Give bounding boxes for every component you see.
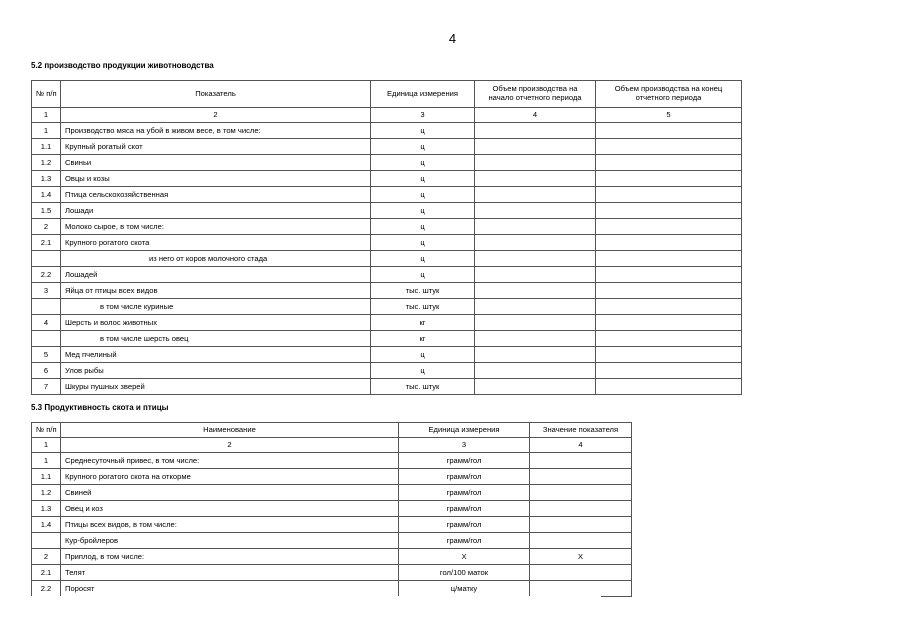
table-row — [32, 549, 632, 565]
unit-cell: ц — [371, 187, 475, 203]
table-row — [32, 235, 742, 251]
table-row — [32, 485, 632, 501]
start-volume-cell — [475, 283, 596, 299]
end-volume-cell — [596, 219, 742, 235]
table-row — [32, 123, 742, 139]
unit-cell: ц — [371, 203, 475, 219]
value-cell — [530, 485, 632, 501]
unit-cell: ц — [371, 219, 475, 235]
unit-cell: кг — [371, 315, 475, 331]
column-number: 3 — [399, 438, 530, 453]
start-volume-cell — [475, 251, 596, 267]
name-cell: Приплод, в том числе: — [61, 549, 399, 565]
unit-cell: Х — [399, 549, 530, 565]
name-cell: Свиней — [61, 485, 399, 501]
value-cell — [530, 501, 632, 517]
value-cell — [530, 453, 632, 469]
start-volume-cell — [475, 267, 596, 283]
indicator-cell: Овцы и козы — [61, 171, 371, 187]
header-cell: Значение показателя — [530, 423, 632, 438]
value-cell — [530, 565, 632, 581]
row-number-cell: 4 — [32, 315, 61, 331]
indicator-cell: в том числе куриные — [61, 299, 371, 315]
row-number-cell: 1.1 — [32, 469, 61, 485]
header-cell: Показатель — [61, 81, 371, 108]
end-volume-cell — [596, 347, 742, 363]
section-title-livestock-production: 5.2 производство продукции животноводства — [31, 61, 214, 70]
value-cell — [530, 581, 632, 597]
column-number: 1 — [32, 438, 61, 453]
unit-cell: грамм/гол — [399, 501, 530, 517]
table-row — [32, 315, 742, 331]
name-cell: Телят — [61, 565, 399, 581]
row-number-cell — [32, 299, 61, 315]
indicator-cell: Шкуры пушных зверей — [61, 379, 371, 395]
unit-cell: ц/матку — [399, 581, 530, 597]
unit-cell: грамм/гол — [399, 469, 530, 485]
end-volume-cell — [596, 203, 742, 219]
row-number-cell: 2 — [32, 219, 61, 235]
table-row — [32, 453, 632, 469]
indicator-cell: Лошадей — [61, 267, 371, 283]
table-row — [32, 187, 742, 203]
table-row — [32, 283, 742, 299]
indicator-cell: Крупного рогатого скота — [61, 235, 371, 251]
indicator-cell: Мед пчелиный — [61, 347, 371, 363]
indicator-cell: Улов рыбы — [61, 363, 371, 379]
end-volume-cell — [596, 331, 742, 347]
row-number-cell: 1.1 — [32, 139, 61, 155]
header-cell: № п/п — [32, 81, 61, 108]
row-number-cell: 2.2 — [32, 581, 61, 597]
row-number-cell: 2.1 — [32, 235, 61, 251]
table-row — [32, 501, 632, 517]
indicator-cell: Крупный рогатый скот — [61, 139, 371, 155]
column-number: 4 — [530, 438, 632, 453]
value-cell: Х — [530, 549, 632, 565]
table-row — [32, 219, 742, 235]
row-number-cell: 1.2 — [32, 485, 61, 501]
start-volume-cell — [475, 235, 596, 251]
unit-cell: тыс. штук — [371, 299, 475, 315]
indicator-cell: Яйца от птицы всех видов — [61, 283, 371, 299]
unit-cell: ц — [371, 267, 475, 283]
end-volume-cell — [596, 171, 742, 187]
table-row — [32, 331, 742, 347]
unit-cell: ц — [371, 123, 475, 139]
column-number: 5 — [596, 108, 742, 123]
row-number-cell: 2.1 — [32, 565, 61, 581]
row-number-cell: 1.4 — [32, 517, 61, 533]
row-number-cell: 1.4 — [32, 187, 61, 203]
start-volume-cell — [475, 139, 596, 155]
start-volume-cell — [475, 347, 596, 363]
name-cell: Крупного рогатого скота на откорме — [61, 469, 399, 485]
unit-cell: грамм/гол — [399, 517, 530, 533]
unit-cell: ц — [371, 171, 475, 187]
table-body — [32, 423, 632, 597]
table-row — [32, 469, 632, 485]
row-number-cell — [32, 331, 61, 347]
table-row — [32, 171, 742, 187]
unit-cell: ц — [371, 139, 475, 155]
productivity-table — [31, 422, 632, 597]
row-number-cell: 1.5 — [32, 203, 61, 219]
column-numbering-row — [32, 438, 632, 453]
name-cell: Среднесуточный привес, в том числе: — [61, 453, 399, 469]
page-bottom-crop — [31, 596, 601, 640]
value-cell — [530, 533, 632, 549]
unit-cell: грамм/гол — [399, 453, 530, 469]
row-number-cell: 3 — [32, 283, 61, 299]
unit-cell: грамм/гол — [399, 533, 530, 549]
start-volume-cell — [475, 299, 596, 315]
table-row — [32, 533, 632, 549]
unit-cell: кг — [371, 331, 475, 347]
end-volume-cell — [596, 315, 742, 331]
end-volume-cell — [596, 187, 742, 203]
unit-cell: ц — [371, 251, 475, 267]
header-cell: Единица измерения — [399, 423, 530, 438]
indicator-cell: Лошади — [61, 203, 371, 219]
end-volume-cell — [596, 155, 742, 171]
name-cell: Овец и коз — [61, 501, 399, 517]
table-row — [32, 565, 632, 581]
row-number-cell — [32, 251, 61, 267]
unit-cell: ц — [371, 155, 475, 171]
indicator-cell: Птица сельскохозяйственная — [61, 187, 371, 203]
end-volume-cell — [596, 235, 742, 251]
row-number-cell: 1 — [32, 123, 61, 139]
start-volume-cell — [475, 219, 596, 235]
column-number: 3 — [371, 108, 475, 123]
table-row — [32, 299, 742, 315]
row-number-cell — [32, 533, 61, 549]
column-number: 2 — [61, 108, 371, 123]
table-row — [32, 363, 742, 379]
header-cell: Единица измерения — [371, 81, 475, 108]
table-row — [32, 203, 742, 219]
end-volume-cell — [596, 363, 742, 379]
start-volume-cell — [475, 155, 596, 171]
indicator-cell: в том числе шерсть овец — [61, 331, 371, 347]
start-volume-cell — [475, 331, 596, 347]
end-volume-cell — [596, 123, 742, 139]
name-cell: Кур-бройлеров — [61, 533, 399, 549]
table-body — [32, 81, 742, 395]
header-row — [32, 423, 632, 438]
row-number-cell: 6 — [32, 363, 61, 379]
start-volume-cell — [475, 315, 596, 331]
start-volume-cell — [475, 123, 596, 139]
row-number-cell: 1.2 — [32, 155, 61, 171]
header-cell: Объем производства на начало отчетного периода — [475, 81, 596, 108]
table-row — [32, 517, 632, 533]
end-volume-cell — [596, 379, 742, 395]
column-number: 1 — [32, 108, 61, 123]
table-row — [32, 251, 742, 267]
start-volume-cell — [475, 171, 596, 187]
row-number-cell: 2.2 — [32, 267, 61, 283]
row-number-cell: 1.3 — [32, 501, 61, 517]
column-number: 4 — [475, 108, 596, 123]
row-number-cell: 2 — [32, 549, 61, 565]
end-volume-cell — [596, 267, 742, 283]
indicator-cell: Производство мяса на убой в живом весе, в том числе: — [61, 123, 371, 139]
row-number-cell: 1.3 — [32, 171, 61, 187]
name-cell: Птицы всех видов, в том числе: — [61, 517, 399, 533]
header-cell: Наименование — [61, 423, 399, 438]
end-volume-cell — [596, 251, 742, 267]
header-cell: № п/п — [32, 423, 61, 438]
livestock-production-table — [31, 80, 742, 395]
page-number: 4 — [448, 31, 457, 46]
unit-cell: ц — [371, 235, 475, 251]
end-volume-cell — [596, 139, 742, 155]
row-number-cell: 7 — [32, 379, 61, 395]
table-row — [32, 379, 742, 395]
header-row — [32, 81, 742, 108]
table-row — [32, 347, 742, 363]
start-volume-cell — [475, 187, 596, 203]
end-volume-cell — [596, 283, 742, 299]
unit-cell: гол/100 маток — [399, 565, 530, 581]
unit-cell: тыс. штук — [371, 379, 475, 395]
table-row — [32, 581, 632, 597]
unit-cell: ц — [371, 363, 475, 379]
indicator-cell: Свиньи — [61, 155, 371, 171]
unit-cell: грамм/гол — [399, 485, 530, 501]
indicator-cell: Молоко сырое, в том числе: — [61, 219, 371, 235]
table-row — [32, 155, 742, 171]
table-row — [32, 267, 742, 283]
end-volume-cell — [596, 299, 742, 315]
row-number-cell: 5 — [32, 347, 61, 363]
unit-cell: тыс. штук — [371, 283, 475, 299]
column-numbering-row — [32, 108, 742, 123]
header-cell: Объем производства на конец отчетного периода — [596, 81, 742, 108]
value-cell — [530, 469, 632, 485]
indicator-cell: из него от коров молочного стада — [61, 251, 371, 267]
name-cell: Поросят — [61, 581, 399, 597]
section-title-productivity: 5.3 Продуктивность скота и птицы — [31, 403, 169, 412]
start-volume-cell — [475, 203, 596, 219]
unit-cell: ц — [371, 347, 475, 363]
start-volume-cell — [475, 379, 596, 395]
value-cell — [530, 517, 632, 533]
start-volume-cell — [475, 363, 596, 379]
column-number: 2 — [61, 438, 399, 453]
indicator-cell: Шерсть и волос животных — [61, 315, 371, 331]
row-number-cell: 1 — [32, 453, 61, 469]
table-row — [32, 139, 742, 155]
